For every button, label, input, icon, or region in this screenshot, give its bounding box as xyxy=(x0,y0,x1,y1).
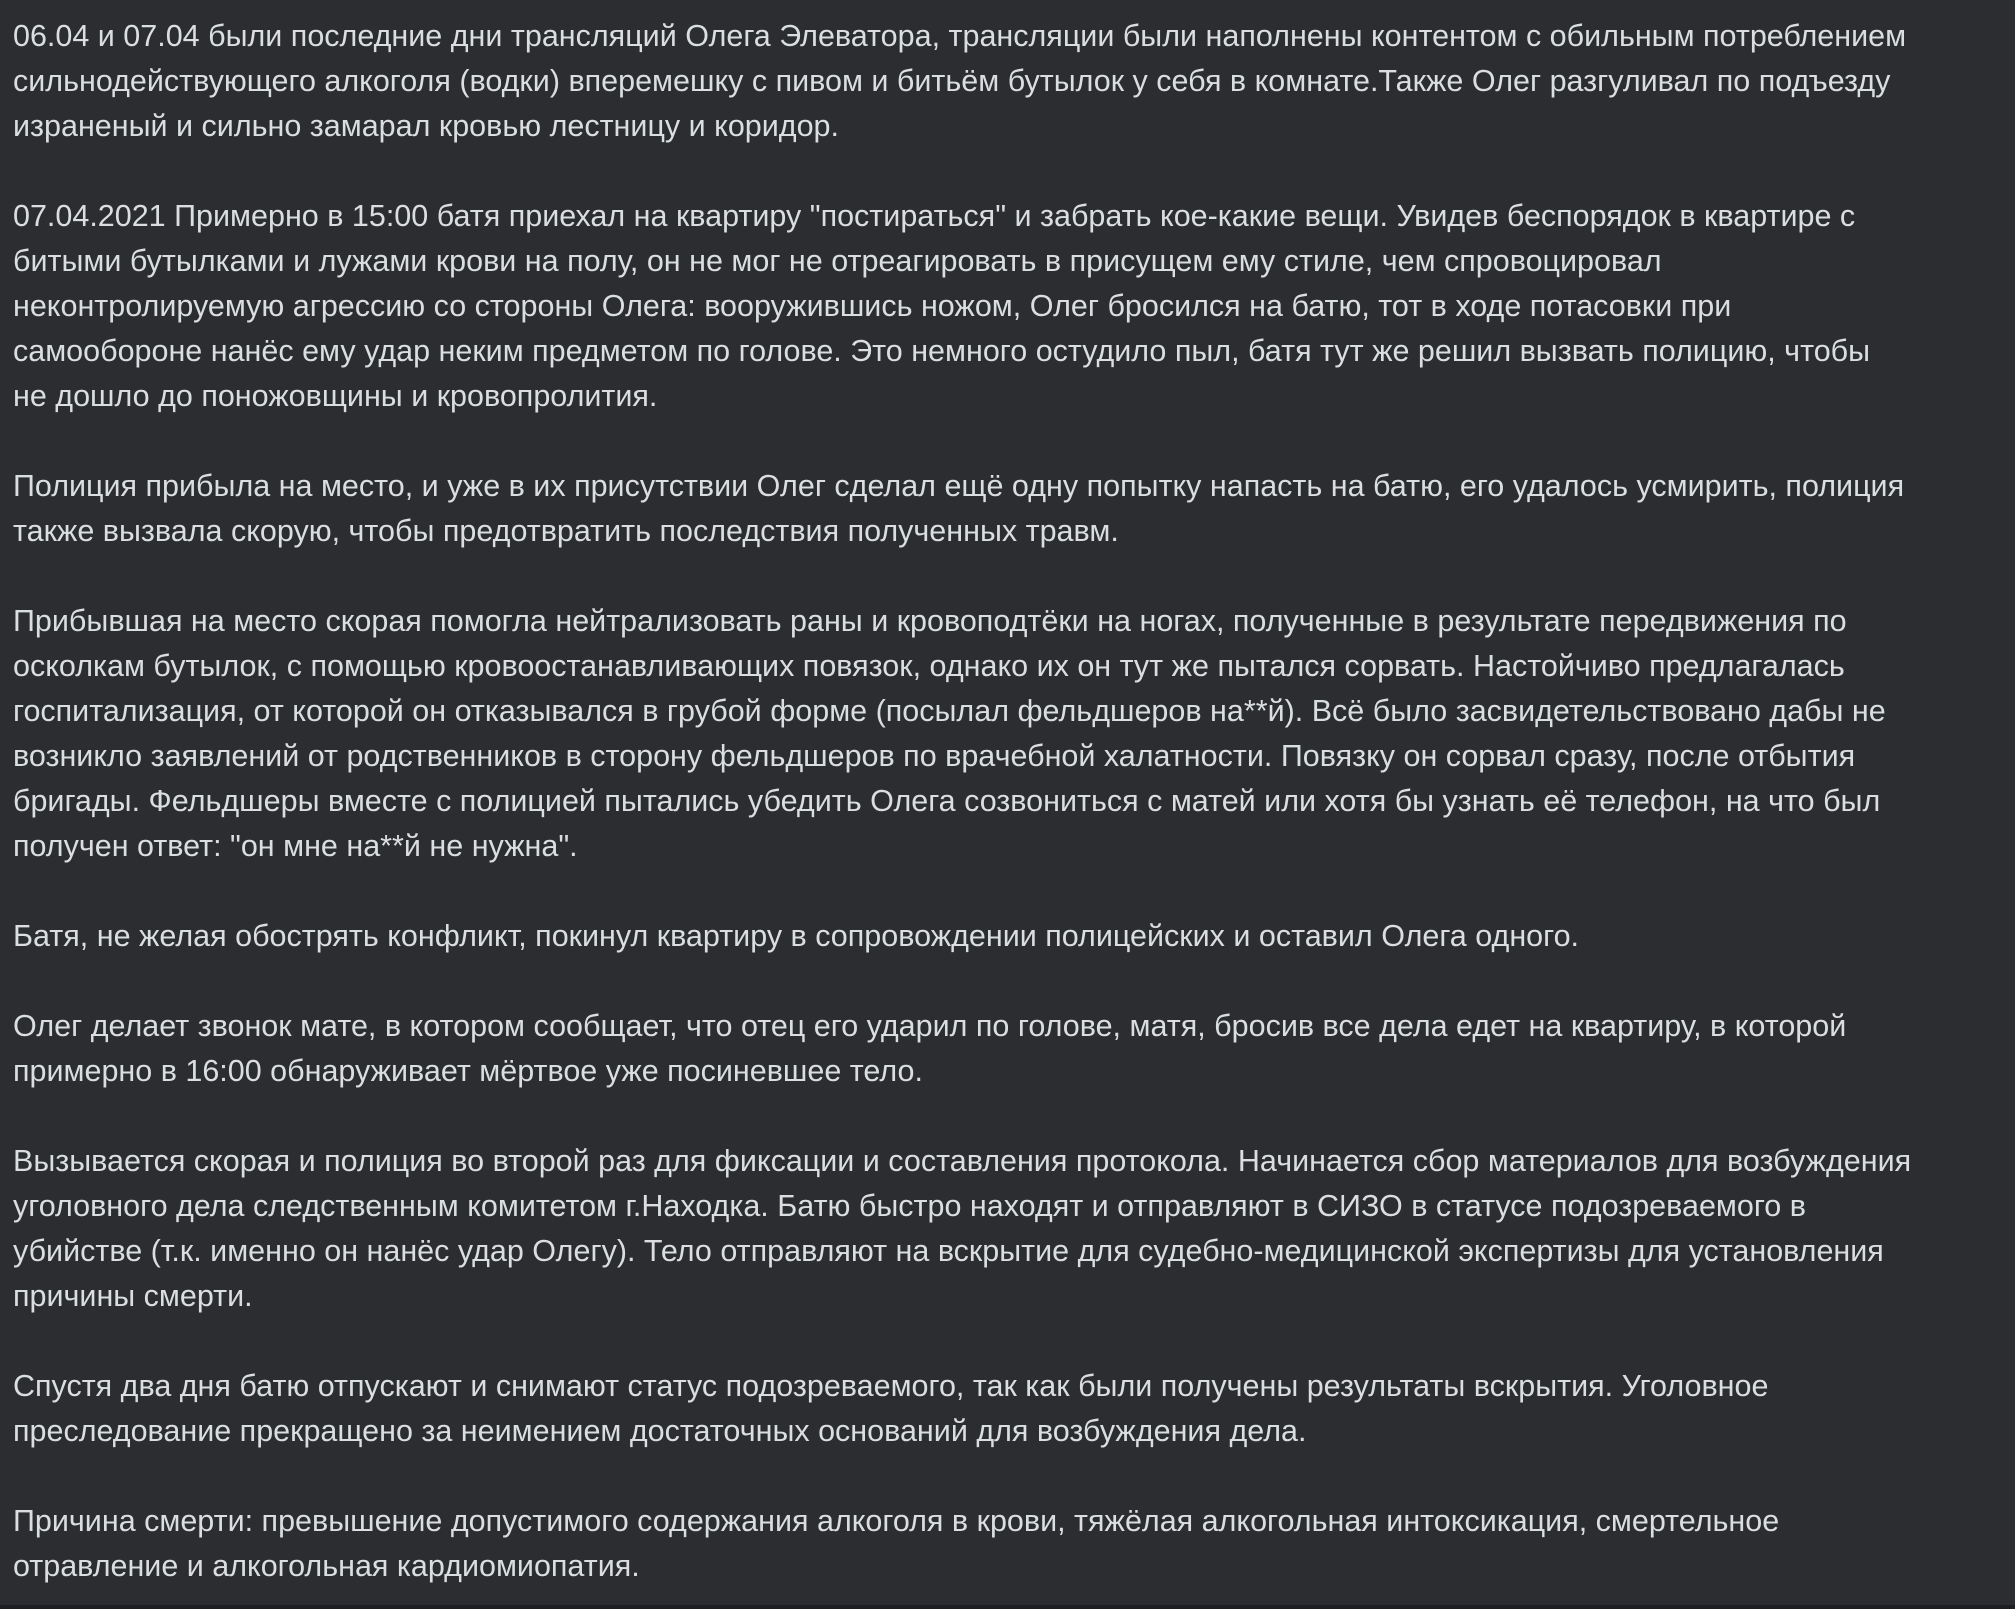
paragraph-streams: 06.04 и 07.04 были последние дни трансляций Олега Элеватора, трансляции были наполнены контентом с обильным потреблением сильнодействующего алкоголя (водки) вперемешку с пивом и битьём бутылок у себя в комнате.Также Олег разгуливал по подъезду израненый и сильно замарал кровью лестницу и коридор. xyxy=(13,19,1907,143)
paragraph-police-arrival: Полиция прибыла на место, и уже в их присутствии Олег сделал ещё одну попытку напасть на батю, его удалось усмирить, полиция также вызвала скорую, чтобы предотвратить последствия полученных травм. xyxy=(13,469,1905,548)
message-body xyxy=(13,14,2003,1589)
paragraph-father-left: Батя, не желая обострять конфликт, покинул квартиру в сопровождении полицейских и оставил Олега одного. xyxy=(13,919,1580,953)
paragraph-cause-of-death: Причина смерти: превышение допустимого содержания алкоголя в крови, тяжёлая алкогольная интоксикация, смертельное отравление и алкогольная кардиомиопатия. xyxy=(13,1504,1780,1583)
paragraph-phone-call: Олег делает звонок мате, в котором сообщает, что отец его ударил по голове, матя, бросив все дела едет на квартиру, в которой примерно в 16:00 обнаруживает мёртвое уже посиневшее тело. xyxy=(13,1009,1847,1088)
paragraph-ambulance: Прибывшая на место скорая помогла нейтрализовать раны и кровоподтёки на ногах, полученные в результате передвижения по осколкам бутылок, с помощью кровоостанавливающих повязок, однако их он тут же пытался сорвать. Настойчиво предлагалась госпитализация, от которой он отказывался в грубой форме (посылал фельдшеров на**й). Всё было засвидетельствовано дабы не возникло заявлений от родственников в сторону фельдшеров по врачебной халатности. Повязку он сорвал сразу, после отбытия бригады. Фельдшеры вместе с полицией пытались убедить Олега созвониться с матей или хотя бы узнать её телефон, на что был получен ответ: "он мне на**й не нужна". xyxy=(13,604,1886,863)
paragraph-release: Спустя два дня батю отпускают и снимают статус подозреваемого, так как были получены результаты вскрытия. Уголовное преследование прекращено за неимением достаточных оснований для возбуждения дела. xyxy=(13,1369,1769,1448)
paragraph-investigation: Вызывается скорая и полиция во второй раз для фиксации и составления протокола. Начинается сбор материалов для возбуждения уголовного дела следственным комитетом г.Находка. Батю быстро находят и отправляют в СИЗО в статусе подозреваемого в убийстве (т.к. именно он нанёс удар Олегу). Тело отправляют на вскрытие для судебно-медицинской экспертизы для установления причины смерти. xyxy=(13,1144,1912,1313)
paragraph-incident: 07.04.2021 Примерно в 15:00 батя приехал на квартиру "постираться" и забрать кое-какие вещи. Увидев беспорядок в квартире с битыми бутылками и лужами крови на полу, он не мог не отреагировать в присущем ему стиле, чем спровоцировал неконтролируемую агрессию со стороны Олега: вооружившись ножом, Олег бросился на батю, тот в ходе потасовки при самообороне нанёс ему удар неким предметом по голове. Это немного остудило пыл, батя тут же решил вызвать полицию, чтобы не дошло до поножовщины и кровопролития. xyxy=(13,199,1871,413)
bottom-divider xyxy=(0,1605,2015,1609)
